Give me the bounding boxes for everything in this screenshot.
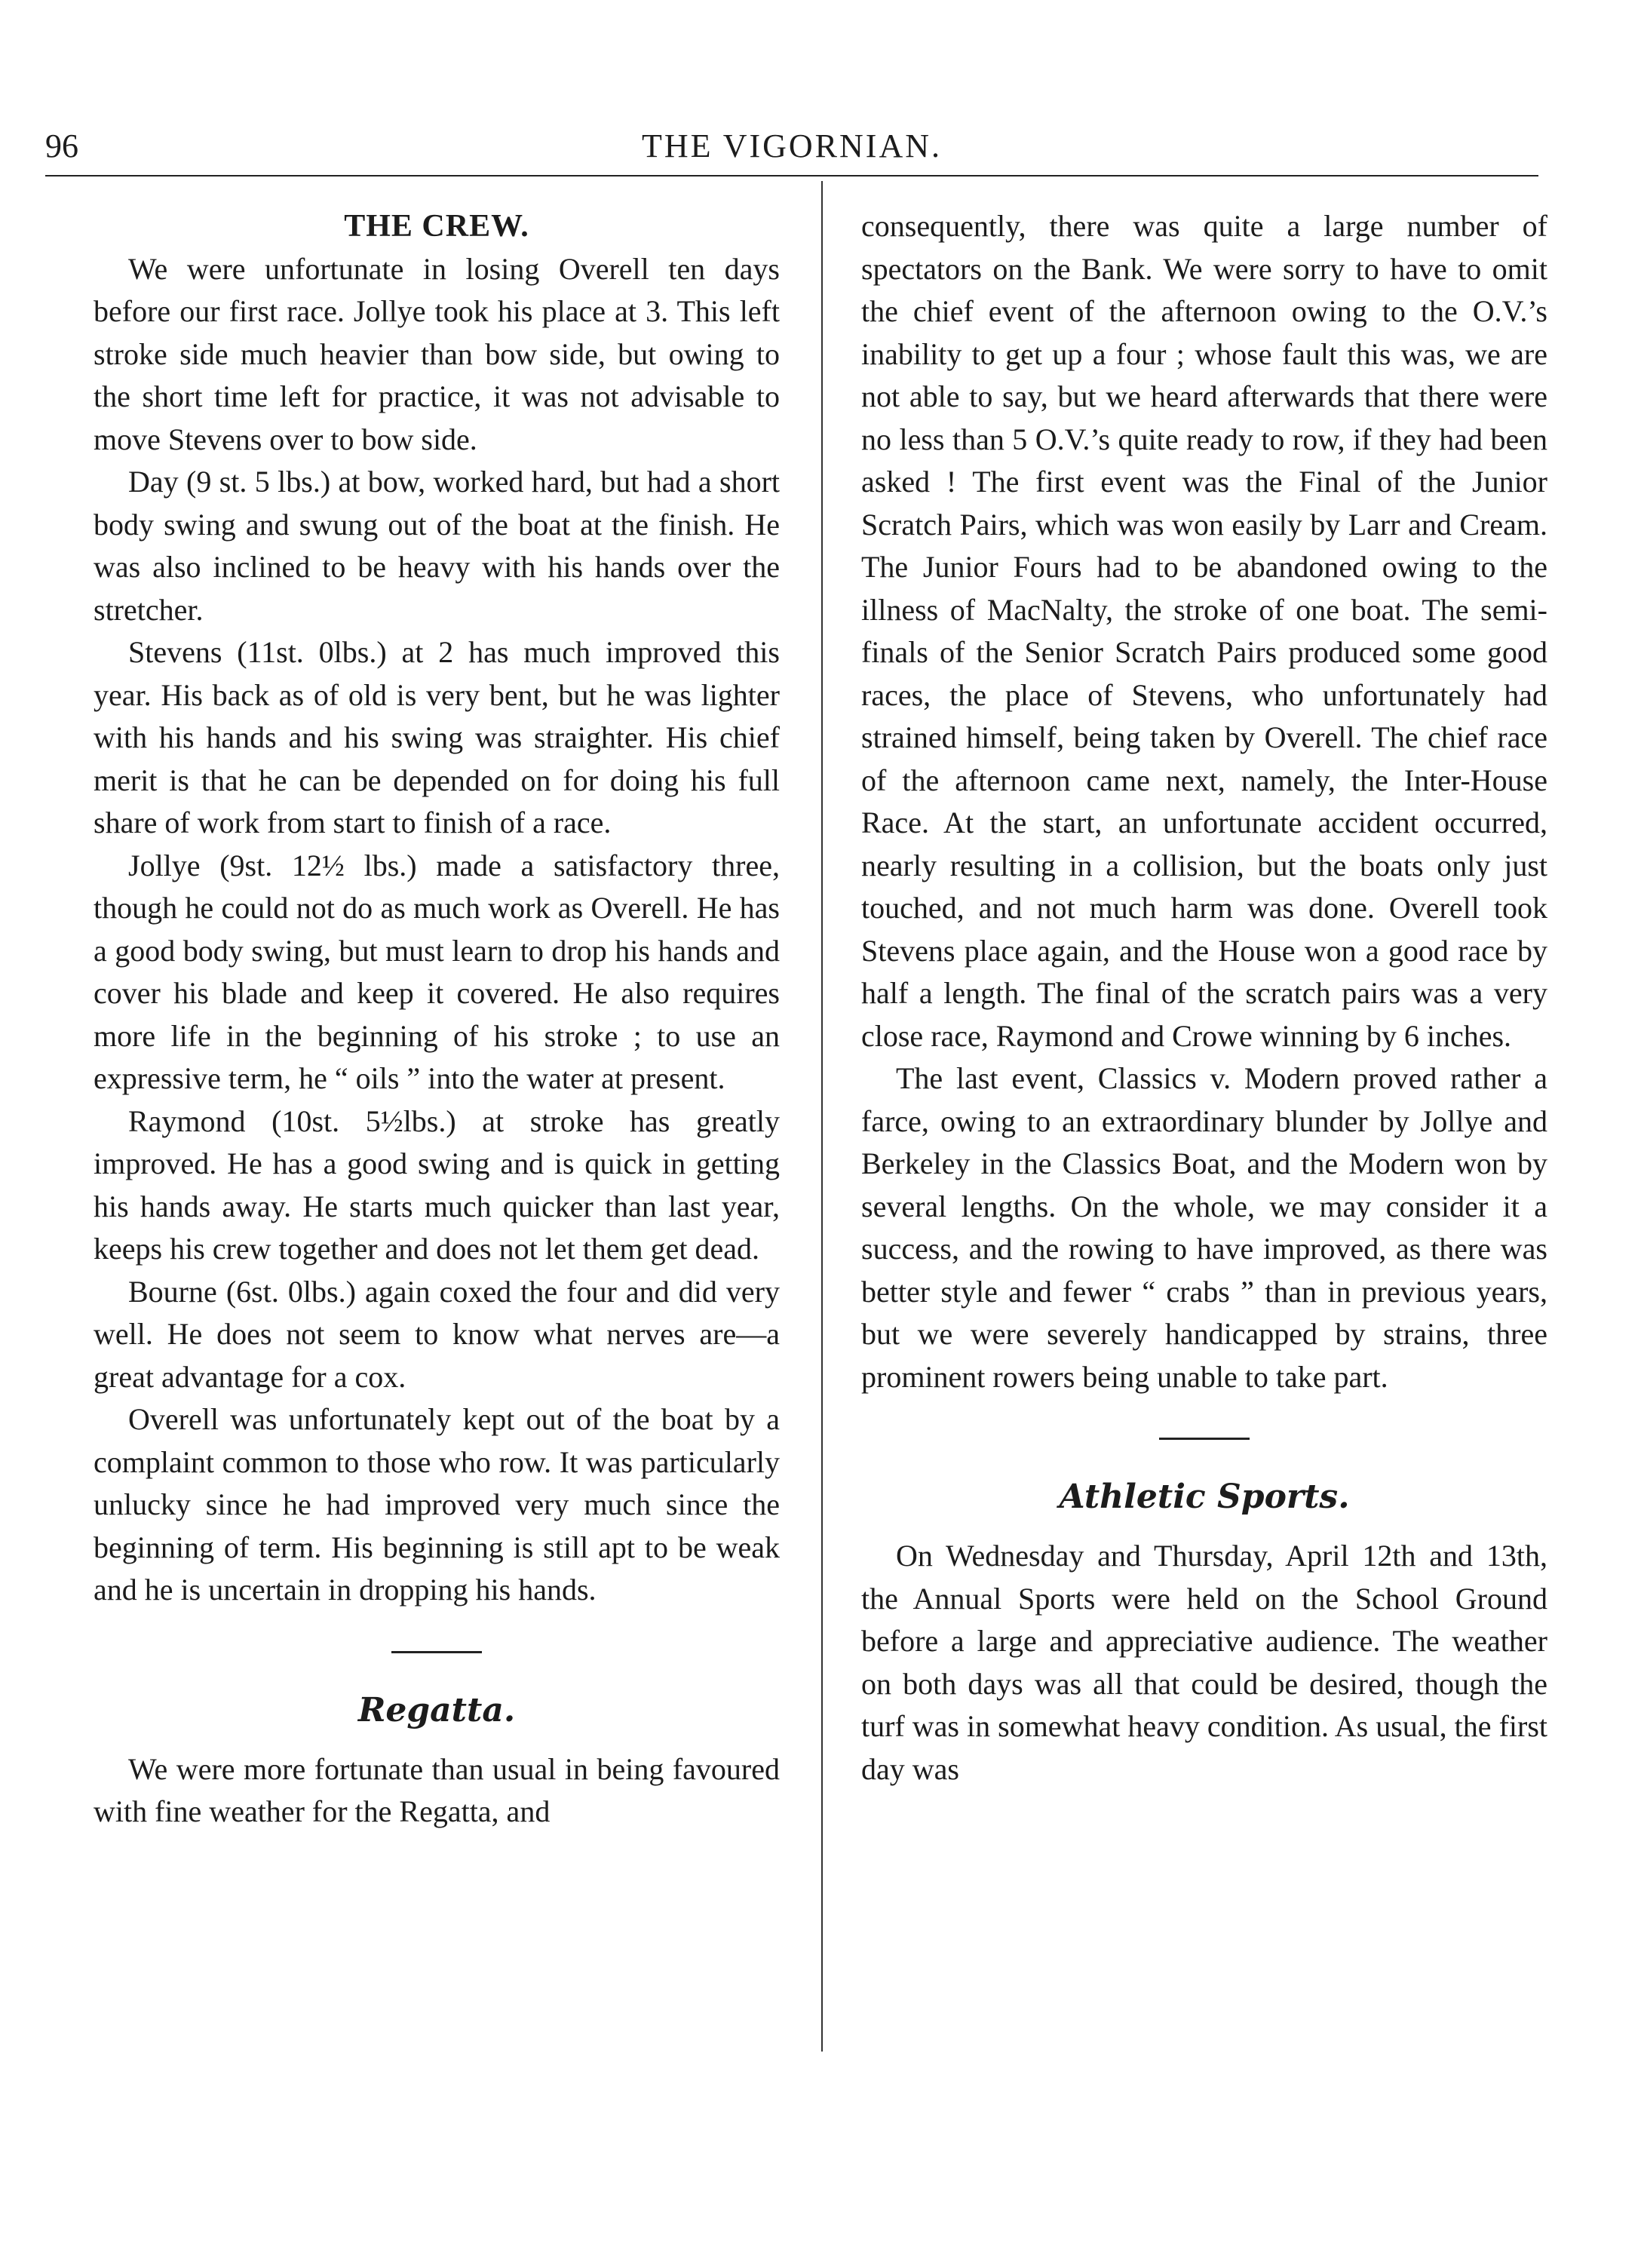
crew-paragraph-intro: We were unfortunate in losing Overell ten days before our first race. Jollye took his place at 3. This left stroke side much heavier than bow side, but owing to the short time left for practice, it was not advisable to move Stevens over to bow side. (94, 251, 780, 456)
regatta-heading: Regatta. (357, 1690, 516, 1729)
running-title: THE VIGORNIAN. (641, 127, 943, 164)
section-separator (391, 1651, 482, 1653)
page-header (45, 127, 1538, 169)
crew-paragraph-jollye: Jollye (9st. 12½ lbs.) made a satisfactory three, though he could not do as much work as Overell. He has a good body swing, but must learn to drop his hands and cover his blade and keep it covered. He also requires more life in the beginning of his stroke ; to use an expressive term, he “ oils ” into the water at present. (94, 848, 780, 1095)
column-divider (821, 181, 823, 2052)
crew-paragraph-bourne: Bourne (6st. 0lbs.) again coxed the four and did very well. He does not seem to know what nerves are—a great advantage for a cox. (94, 1274, 780, 1394)
left-column (94, 205, 780, 1834)
page-number: 96 (45, 127, 78, 164)
crew-paragraph-day: Day (9 st. 5 lbs.) at bow, worked hard, but had a short body swing and swung out of the boat at the finish. He was also inclined to be heavy with his hands over the stretcher. (94, 465, 780, 627)
crew-heading: THE CREW. (344, 209, 529, 244)
right-column (861, 205, 1547, 1791)
crew-paragraph-raymond: Raymond (10st. 5½lbs.) at stroke has greatly improved. He has a good swing and is quick in getting his hands away. He starts much quicker than last year, keeps his crew together and does not let them get dead. (94, 1103, 780, 1266)
athletic-sports-heading: Athletic Sports. (1059, 1478, 1350, 1516)
sports-paragraph: On Wednesday and Thursday, April 12th and 13th, the Annual Sports were held on the School Ground before a large and appreciative audience. The weather on both days was all that could be desired, though the turf was in somewhat heavy condition. As usual, the first day was (861, 1539, 1547, 1786)
section-separator (1159, 1438, 1250, 1440)
crew-paragraph-overell: Overell was unfortunately kept out of the boat by a complaint common to those who row. It was particularly unlucky since he had improved very much since the beginning of term. His beginning is still apt to be weak and he is uncertain in dropping his hands. (94, 1402, 780, 1607)
crew-paragraph-stevens: Stevens (11st. 0lbs.) at 2 has much improved this year. His back as of old is very bent, but he was lighter with his hands and his swing was straighter. His chief merit is that he can be depended on for doing his full share of work from start to finish of a race. (94, 635, 780, 839)
regatta-paragraph-classics: The last event, Classics v. Modern proved rather a farce, owing to an extraordinary blunder by Jollye and Berkeley in the Classics Boat, and the Modern won by several lengths. On the whole, we may consider it a success, and the rowing to have improved, as there was better style and fewer “ crabs ” than in previous years, but we were severely handicapped by strains, three prominent rowers being unable to take part. (861, 1061, 1547, 1394)
regatta-paragraph-continued: consequently, there was quite a large number of spectators on the Bank. We were sorry to have to omit the chief event of the afternoon owing to the O.V.’s inability to get up a four ; whose fault this was, we are not able to say, but we heard afterwards that there were no less than 5 O.V.’s quite ready to row, if they had been asked ! The first event was the Final of the Junior Scratch Pairs, which was won easily by Larr and Cream. The Junior Fours had to be abandoned owing to the illness of MacNalty, the stroke of one boat. The semi-finals of the Senior Scratch Pairs produced some good races, the place of Stevens, who unfortunately had strained himself, being taken by Overell. The chief race of the afternoon came next, namely, the Inter-House Race. At the start, an unfortunate accident occurred, nearly resulting in a collision, but the boats only just touched, and not much harm was done. Overell took Stevens place again, and the House won a good race by half a length. The final of the scratch pairs was a very close race, Raymond and Crowe winning by 6 inches. (861, 209, 1547, 1053)
regatta-paragraph-start: We were more fortunate than usual in being favoured with fine weather for the Regatta, and (94, 1751, 780, 1828)
header-rule (45, 175, 1538, 176)
